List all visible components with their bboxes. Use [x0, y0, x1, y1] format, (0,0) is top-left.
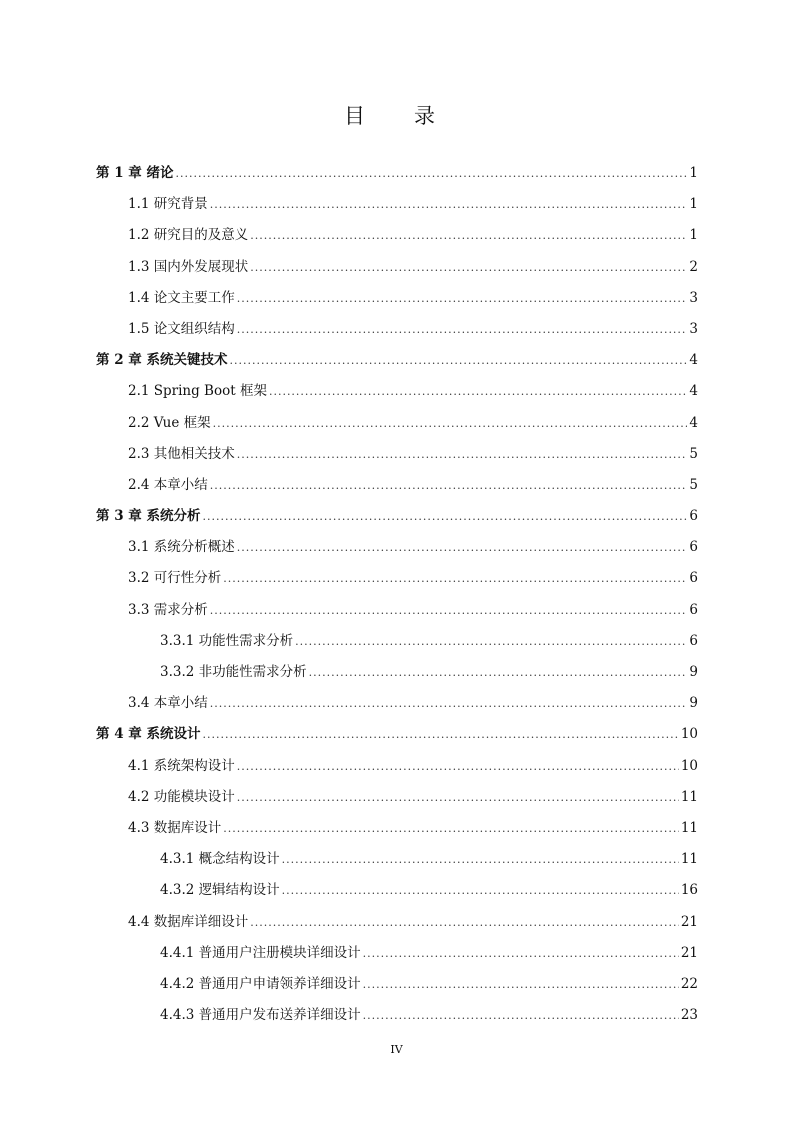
toc-leader-dots — [237, 782, 679, 813]
toc-entry-label: 第 1 章 绪论 — [96, 165, 174, 181]
toc-entry[interactable] — [96, 626, 698, 657]
toc-entry-label: 3.1 系统分析概述 — [128, 539, 235, 556]
toc-entry-label: 第 4 章 系统设计 — [96, 726, 201, 743]
toc-entry-page: 4 — [689, 352, 698, 369]
toc-entry-label: 3.3 需求分析 — [128, 601, 208, 618]
toc-entry[interactable] — [96, 813, 698, 844]
toc-entry[interactable] — [96, 1000, 698, 1031]
toc-entry[interactable] — [96, 782, 698, 813]
toc-entry[interactable] — [96, 532, 698, 563]
toc-entry-page: 1 — [689, 227, 698, 244]
toc-leader-dots — [250, 220, 687, 251]
toc-leader-dots — [210, 688, 688, 719]
toc-leader-dots — [203, 501, 688, 532]
toc-entry-page: 6 — [689, 508, 698, 525]
toc-leader-dots — [282, 844, 679, 875]
toc-entry-label: 4.1 系统架构设计 — [128, 757, 235, 774]
toc-leader-dots — [363, 1000, 679, 1031]
toc-leader-dots — [213, 408, 688, 439]
toc-entry-page: 11 — [680, 851, 698, 868]
toc-entry-label: 3.4 本章小结 — [128, 695, 208, 712]
toc-entry[interactable] — [96, 470, 698, 501]
toc-entry-page: 10 — [680, 726, 698, 743]
toc-entry-page: 6 — [689, 632, 698, 649]
toc-entry-page: 23 — [680, 1007, 698, 1024]
toc-entry-label: 2.2 Vue 框架 — [128, 414, 211, 431]
toc-entry-page: 21 — [680, 913, 698, 930]
page-number: IV — [390, 1043, 403, 1056]
toc-entry-page: 11 — [680, 819, 698, 836]
toc-entry-label: 3.2 可行性分析 — [128, 570, 222, 587]
toc-leader-dots — [230, 345, 688, 376]
toc-leader-dots — [250, 252, 687, 283]
toc-entry-label: 2.3 其他相关技术 — [128, 445, 235, 462]
toc-entry-label: 4.2 功能模块设计 — [128, 788, 235, 805]
toc-entry[interactable] — [96, 345, 698, 376]
toc-leader-dots — [282, 875, 679, 906]
toc-entry-page: 10 — [680, 757, 698, 774]
toc-entry[interactable] — [96, 719, 698, 750]
toc-entry-label: 4.3.1 概念结构设计 — [160, 851, 280, 868]
toc-leader-dots — [250, 907, 679, 938]
toc-leader-dots — [363, 938, 679, 969]
toc-entry-label: 4.3 数据库设计 — [128, 819, 222, 836]
toc-leader-dots — [223, 813, 679, 844]
toc-entry-label: 4.4 数据库详细设计 — [128, 913, 249, 930]
toc-entry[interactable] — [96, 969, 698, 1000]
toc-leader-dots — [363, 969, 679, 1000]
toc-entry-page: 21 — [680, 944, 698, 961]
toc-leader-dots — [237, 439, 688, 470]
toc-entry-page: 3 — [689, 320, 698, 337]
toc-entry[interactable] — [96, 875, 698, 906]
toc-entry[interactable] — [96, 563, 698, 594]
toc-entry[interactable] — [96, 907, 698, 938]
toc-entry-page: 5 — [689, 476, 698, 493]
toc-entry-label: 1.2 研究目的及意义 — [128, 227, 249, 244]
toc-leader-dots — [295, 626, 687, 657]
toc-entry-page: 9 — [689, 695, 698, 712]
toc-entry[interactable] — [96, 376, 698, 407]
toc-entry-page: 6 — [689, 539, 698, 556]
toc-entry[interactable] — [96, 283, 698, 314]
toc-entry-label: 第 3 章 系统分析 — [96, 508, 201, 525]
toc-entry-page: 16 — [680, 882, 698, 899]
toc-entry-label: 2.4 本章小结 — [128, 476, 208, 493]
toc-leader-dots — [309, 657, 688, 688]
toc-entry-label: 1.3 国内外发展现状 — [128, 258, 249, 275]
toc-entry[interactable] — [96, 189, 698, 220]
toc-entry-page: 2 — [689, 258, 698, 275]
toc-entry-label: 1.1 研究背景 — [128, 196, 208, 213]
toc-entry-label: 2.1 Spring Boot 框架 — [128, 383, 267, 400]
toc-leader-dots — [237, 283, 688, 314]
toc-leader-dots — [210, 470, 688, 501]
toc-entry-page: 22 — [680, 975, 698, 992]
toc-entry-page: 4 — [689, 414, 698, 431]
toc-entry-label: 4.4.2 普通用户申请领养详细设计 — [160, 975, 361, 992]
toc-leader-dots — [203, 719, 679, 750]
toc-leader-dots — [176, 158, 688, 189]
toc-leader-dots — [269, 376, 687, 407]
toc-entry-page: 1 — [689, 165, 698, 181]
toc-entry[interactable] — [96, 220, 698, 251]
toc-entry-label: 4.3.2 逻辑结构设计 — [160, 882, 280, 899]
toc-entry[interactable] — [96, 501, 698, 532]
toc-entry-label: 1.4 论文主要工作 — [128, 289, 235, 306]
toc-leader-dots — [210, 189, 688, 220]
toc-entry-page: 3 — [689, 289, 698, 306]
toc-entry-page: 1 — [689, 196, 698, 213]
toc-entry[interactable] — [96, 314, 698, 345]
toc-entry[interactable] — [96, 751, 698, 782]
toc-entry-label: 3.3.2 非功能性需求分析 — [160, 664, 307, 680]
toc-entry-page: 9 — [689, 664, 698, 680]
toc-entry-label: 1.5 论文组织结构 — [128, 320, 235, 337]
toc-entry-page: 5 — [689, 445, 698, 462]
toc-leader-dots — [237, 532, 688, 563]
toc-entry-page: 4 — [689, 383, 698, 400]
toc-leader-dots — [237, 751, 679, 782]
toc-entry[interactable] — [96, 408, 698, 439]
toc-entry[interactable] — [96, 158, 698, 189]
toc-entry-label: 4.4.1 普通用户注册模块详细设计 — [160, 944, 361, 961]
toc-entry[interactable] — [96, 688, 698, 719]
toc-entry[interactable] — [96, 595, 698, 626]
toc-entry[interactable] — [96, 252, 698, 283]
toc-entry[interactable] — [96, 657, 698, 688]
toc-entry-label: 3.3.1 功能性需求分析 — [160, 632, 294, 649]
toc-leader-dots — [210, 595, 688, 626]
toc-entry[interactable] — [96, 844, 698, 875]
toc-entry-label: 4.4.3 普通用户发布送养详细设计 — [160, 1007, 361, 1024]
toc-entry-page: 6 — [689, 570, 698, 587]
page-title: 目 录 — [344, 104, 449, 128]
table-of-contents — [96, 158, 698, 1031]
toc-entry-page: 11 — [680, 788, 698, 805]
toc-leader-dots — [223, 563, 687, 594]
toc-entry-label: 第 2 章 系统关键技术 — [96, 352, 228, 369]
toc-entry[interactable] — [96, 938, 698, 969]
toc-leader-dots — [237, 314, 688, 345]
toc-entry[interactable] — [96, 439, 698, 470]
toc-entry-page: 6 — [689, 601, 698, 618]
